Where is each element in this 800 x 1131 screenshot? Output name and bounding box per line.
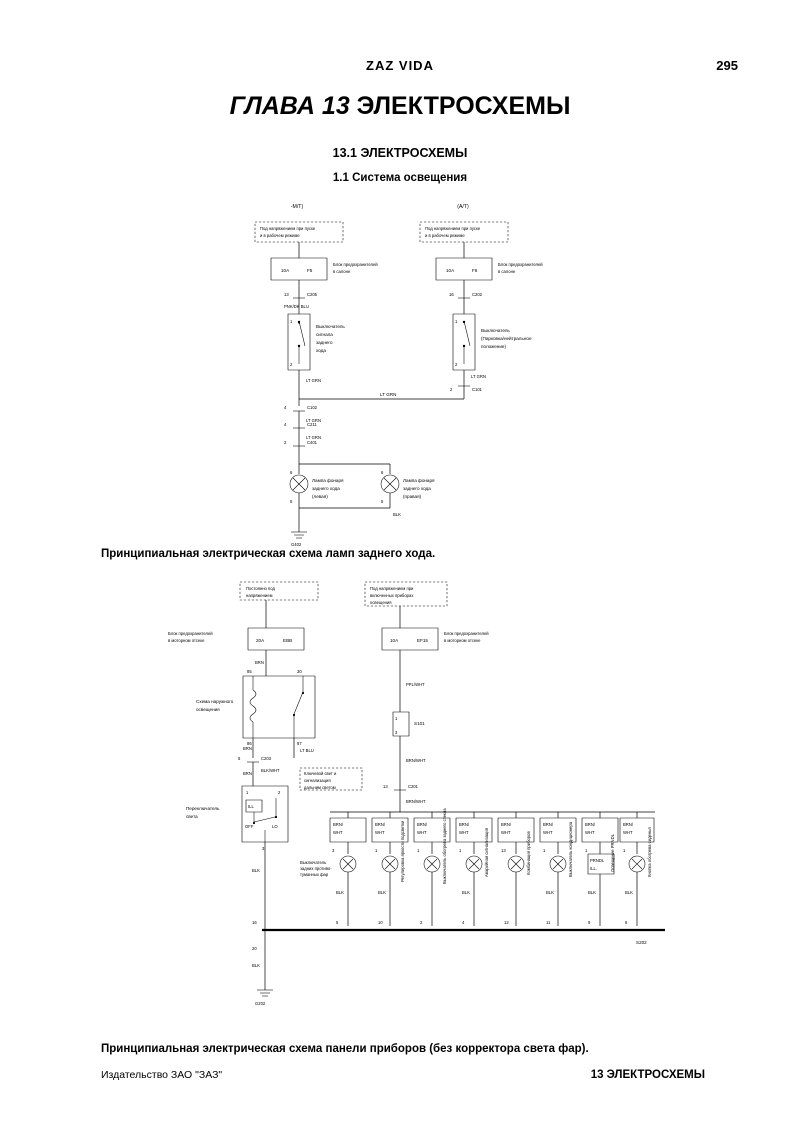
load5-pin-bot: 12 [504,920,509,925]
diagram2-ground-pin: 20 [252,946,257,951]
load4-pin-top: 1 [459,848,462,853]
footer-right: 13 ЭЛЕКТРОСХЕМЫ [590,1069,705,1081]
diagram2-wire-blk-gnd: BLK [252,963,260,968]
diagram1-lamp-right-pin2: 5 [381,499,384,504]
footer-left: Издательство ЗАО "ЗАЗ" [101,1069,223,1081]
load8-wire-blk: BLK [625,890,633,895]
load4-wire-blk: BLK [462,890,470,895]
diagram2-lightswitch-label2: света [186,814,198,819]
chapter-title [0,92,800,121]
chapter-name: ЭЛЕКТРОСХЕМЫ [356,92,571,120]
diagram1-fuse-left-label2: в салоне [333,269,351,274]
load6-pin-bot: 11 [546,920,551,925]
load2-pin-bot: 10 [378,920,383,925]
diagram1-note-left-line: Под напряжением при пуске [260,226,316,231]
diagram2-wire-brn-1: BRN [255,660,264,665]
load6-label: Выключатель кондиционера [568,821,573,877]
diagram2-s101-pin1: 1 [395,716,398,721]
diagram1-switch-left-label1: Выключатель [316,324,345,329]
diagram1-note-left-line2: и в рабочем режиме [260,233,300,238]
diagram2-ground-label: G202 [255,1001,266,1006]
diagram1-switch-left-label3: заднего [316,340,333,345]
load6-wire-l2: WHT [543,830,553,835]
diagram1-lamp-left-label3: (левая) [312,494,328,499]
diagram1-switch-right-label1: Выключатель [481,328,510,333]
diagram1-title-right: (A/T) [457,204,469,210]
diagram1-switch-left-pin1: 1 [290,319,293,324]
figure-caption-2: Принципиальная электрическая схема панели приборов (без корректора света фар). [101,1043,589,1055]
diagram2-note-left2: напряжением [246,593,273,598]
diagram1-lamp-right-label1: Лампа фонаря [403,478,435,483]
load7-pin-bot: 9 [588,920,591,925]
load7-label: Освещение PRNDL [610,834,615,872]
diagram2-c201-id: C201 [408,784,419,789]
load1-label2: задних противо- [300,866,332,871]
diagram1-switch-right-label2: (Парковка/нейтральное [481,336,532,341]
diagram1-c401-pin: 2 [284,440,287,445]
diagram2-s202-label: S202 [636,940,647,945]
diagram2-wire-ltblu: LT BLU [300,748,314,753]
diagram2-fuse-left-label1: Блок предохранителей [168,631,213,636]
page-number: 295 [716,58,738,73]
load1-label3: туманных фар [300,872,329,877]
diagram2-s101-label: S101 [414,721,425,726]
diagram1-c101-id: C101 [472,387,483,392]
load1-label1: Выключатель [300,860,327,865]
diagram2-note-hb2: сигнализация [304,778,331,783]
load5-label: Комбинация приборов [526,831,531,875]
diagram1-c401-id: C401 [307,440,318,445]
load5-pin-top: 13 [501,848,506,853]
diagram1-title-left: -М/Т) [290,204,304,210]
load5-wire-l1: BRN/ [501,822,512,827]
chapter-prefix: ГЛАВА 13 [229,92,350,120]
diagram2-relay-p85: 85 [247,669,252,674]
diagram1-note-right-line2: и в рабочем режиме [425,233,465,238]
load1-wire-l1: BRN/ [333,822,344,827]
diagram1-wire-ltgrn-l: LT GRN [306,378,321,383]
diagram2-note-left1: Постоянно под [246,586,275,591]
diagram1-switch-left-label2: сигнала [316,332,333,337]
load8-pin-top: 1 [623,848,626,853]
diagram2-note-right2: включенных приборах [370,593,414,598]
load2-label: Регулировка яркости подсветки [400,820,405,882]
diagram1-fuse-left-rating: 10A [281,268,290,273]
diagram2-relay-p87: 87 [297,741,302,746]
diagram1-fuse-left-label1: Блок предохранителей [333,262,378,267]
diagram1-switch-right-label3: положение) [481,344,506,349]
load7-wire-l1: BRN/ [585,822,596,827]
diagram1-switch-right-pin2: 2 [455,362,458,367]
diagram2-note-right1: Под напряжением при [370,586,414,591]
load2-wire-blk: BLK [378,890,386,895]
diagram2-s101-pin3: 3 [395,730,398,735]
diagram1-lamp-right-pin: 6 [381,470,384,475]
diagram2-relay-p86: 86 [247,741,252,746]
diagram1-fuse-right-id: F6 [472,268,478,273]
diagram2-lightswitch-pin1: 1 [246,790,249,795]
diagram1-wire-ltgrn-2: LT GRN [306,418,321,423]
diagram2-wire-pplwht: PPL/WHT [406,682,425,687]
diagram1-c102-id: C102 [307,405,318,410]
load7-wire-l2: WHT [585,830,595,835]
load3-label: Выключатель обогрева заднего стекла [442,808,447,884]
load8-label: Кнопка обогрева сиденья [647,827,652,877]
load7-sub2: ILL. [590,866,597,871]
diagram1-switch-right-pin1: 1 [455,319,458,324]
diagram2-term-off: OFF [245,824,254,829]
diagram1-wire-pnk: PNK/DK BLU [284,304,309,309]
load6-pin-top: 1 [543,848,546,853]
diagram2-wire-blkwht: BLK/WHT [261,768,280,773]
load-column-group [300,808,654,926]
diagram2-fuse-right-id: EF15 [417,638,428,643]
diagram1-fuse-right-label2: в салоне [498,269,516,274]
diagram2-note-right3: освещения [370,600,392,605]
diagram1-lamp-left-label1: Лампа фонаря [312,478,344,483]
diagram2-relay-label1: Схема наружного [196,699,234,704]
diagram2-fuse-left-rating: 20A [256,638,265,643]
diagram1-c102-pin: 4 [284,405,287,410]
load1-pin-top: 3 [332,848,335,853]
diagram2-wire-brnwht-2: BRN/WHT [406,799,426,804]
load8-pin-bot: 6 [625,920,628,925]
load4-wire-l1: BRN/ [459,822,470,827]
wiring-diagram-instrument-panel [0,572,800,1032]
diagram2-term-lo: LO [272,824,278,829]
diagram1-conn-right-pin: 16 [449,292,454,297]
diagram2-wire-blk-left: BLK [252,868,260,873]
diagram1-fuse-right-rating: 10A [446,268,455,273]
load3-pin-top: 1 [417,848,420,853]
diagram2-c203-pin: 6 [238,756,241,761]
load1-pin-bot: 5 [336,920,339,925]
diagram2-lightswitch-pin3: 3 [262,846,265,851]
diagram1-c101-pin: 2 [450,387,453,392]
load3-wire-l1: BRN/ [417,822,428,827]
load6-wire-blk: BLK [546,890,554,895]
load8-wire-l1: BRN/ [623,822,634,827]
diagram2-wire-brn-2: BRN [243,746,252,751]
load4-label: Аварийная сигнализация [484,827,489,877]
diagram2-relay-label2: освещения [196,707,220,712]
load7-pin-top: 1 [585,848,588,853]
diagram1-ground-label: G402 [291,542,302,547]
diagram2-lightswitch-label1: Переключатель [186,806,220,811]
diagram2-fuse-right-label1: Блок предохранителей [444,631,489,636]
diagram1-note-right-line: Под напряжением при пуске [425,226,481,231]
load4-pin-bot: 4 [462,920,465,925]
diagram1-wire-blk: BLK [393,512,401,517]
diagram1-switch-left-pin2: 2 [290,362,293,367]
diagram1-lamp-left-pin: 6 [290,470,293,475]
diagram2-fuse-left-id: EBB [283,638,293,643]
load1-wire-blk: BLK [336,890,344,895]
diagram1-wire-ltgrn-r: LT GRN [471,374,486,379]
diagram2-wire-brn-3: BRN [243,771,252,776]
figure-caption-1: Принципиальная электрическая схема ламп заднего хода. [101,548,436,560]
diagram1-c211-pin: 4 [284,422,287,427]
load1-wire-l2: WHT [333,830,343,835]
diagram1-lamp-right-label3: (правая) [403,494,422,499]
diagram2-note-hb1: Ключевой свет и [304,771,337,776]
diagram1-fuse-right-label1: Блок предохранителей [498,262,543,267]
load8-wire-l2: WHT [623,830,633,835]
load2-wire-l1: BRN/ [375,822,386,827]
diagram2-term-ill: ILL [248,804,254,809]
diagram2-ground-pin-16: 16 [252,920,257,925]
diagram1-switch-left-label4: хода [316,348,326,353]
diagram2-fuse-left-label2: в моторном отсеке [168,638,205,643]
load7-sub1: PRNDL [590,858,605,863]
load7-wire-blk: BLK [588,890,596,895]
load6-wire-l1: BRN/ [543,822,554,827]
section-heading-1: 13.1 ЭЛЕКТРОСХЕМЫ [332,146,468,160]
diagram1-wire-ltgrn-mid: LT GRN [380,392,397,397]
diagram2-c201-pin: 13 [383,784,388,789]
diagram2-lightswitch-pin2: 2 [278,790,281,795]
diagram2-note-hb3: дальним светом [304,785,336,790]
diagram1-fuse-left-id: F5 [307,268,313,273]
load5-wire-l2: WHT [501,830,511,835]
diagram1-wire-ltgrn-3: LT GRN [306,435,321,440]
diagram2-fuse-right-rating: 10A [390,638,399,643]
diagram2-c203-id: C203 [261,756,272,761]
diagram2-fuse-right-label2: в моторном отсеке [444,638,481,643]
diagram1-lamp-left-label2: заднего хода [312,486,340,491]
load2-wire-l2: WHT [375,830,385,835]
load3-pin-bot: 2 [420,920,423,925]
load2-pin-top: 1 [375,848,378,853]
load4-wire-l2: WHT [459,830,469,835]
diagram2-wire-brnwht-1: BRN/WHT [406,758,426,763]
section-heading-2: 1.1 Система освещения [332,172,468,184]
page-header-title: ZAZ VIDA [366,58,434,73]
diagram1-conn-left-id: C205 [307,292,318,297]
wiring-diagram-reverse-lamps [0,196,800,548]
diagram2-relay-p30: 30 [297,669,302,674]
diagram1-lamp-left-pin2: 5 [290,499,293,504]
diagram1-conn-left-pin: 13 [284,292,289,297]
diagram1-lamp-right-label2: заднего хода [403,486,431,491]
diagram1-c211-id: C211 [307,422,317,427]
load3-wire-l2: WHT [417,830,427,835]
diagram1-conn-right-id: C202 [472,292,483,297]
